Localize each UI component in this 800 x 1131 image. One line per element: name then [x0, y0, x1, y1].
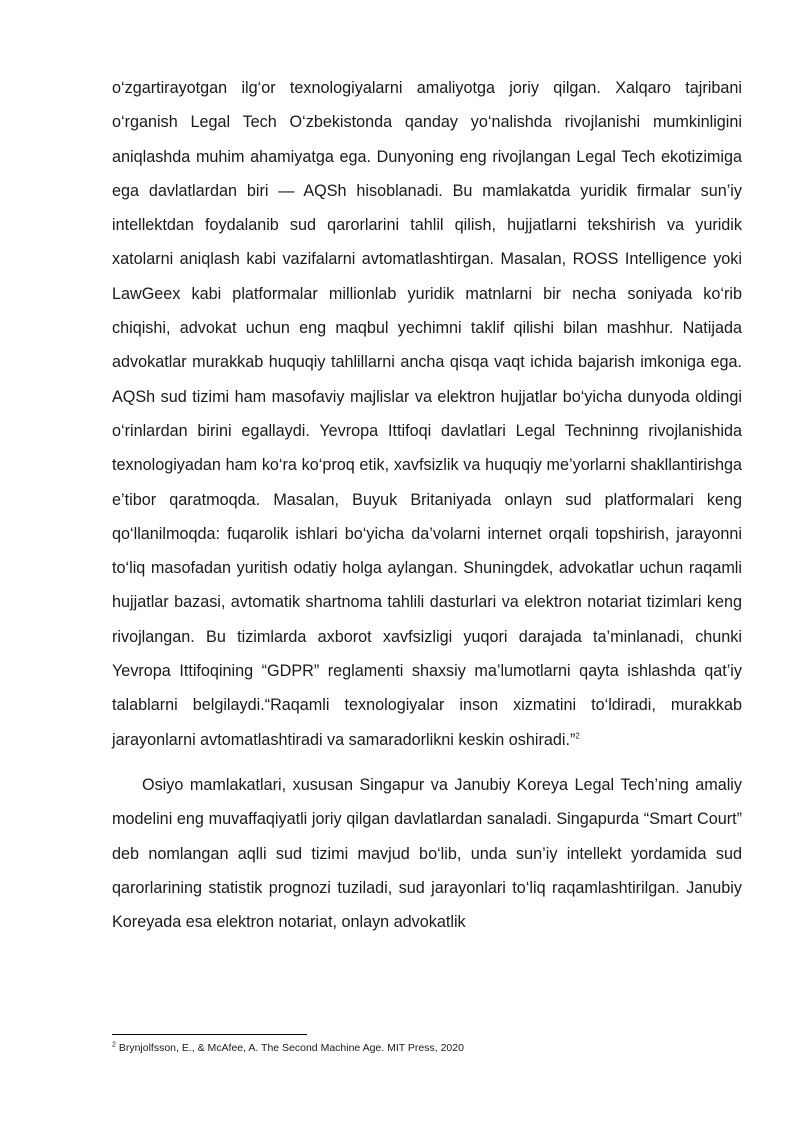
footnote-reference[interactable]: 2 [575, 731, 580, 741]
footnote [112, 1041, 742, 1055]
footnote-number: 2 [112, 1041, 116, 1049]
paragraph [112, 71, 742, 757]
paragraph-text: o‘zgartirayotgan ilg‘or texnologiyalarni amaliyotga joriy qilgan. Xalqaro tajribani o‘rganish Legal Tech O‘zbekistonda qanday yo‘nalishda rivojlanishi mumkinligini aniqlashda muhim ahamiyatga ega. Dunyoning eng rivojlangan Legal Tech ekotizimiga ega davlatlardan biri — AQSh hisoblanadi. Bu mamlakatda yuridik firmalar sun’iy intellektdan foydalanib sud qarorlarini tahlil qilish, hujjatlarni tekshirish va yuridik xatolarni aniqlash kabi vazifalarni avtomatlashtirgan. Masalan, ROSS Intelligence yoki LawGeex kabi platformalar millionlab yuridik matnlarni bir necha soniyada ko‘rib chiqishi, advokat uchun eng maqbul yechimni taklif qilishi bilan mashhur. Natijada advokatlar murakkab huquqiy tahlillarni ancha qisqa vaqt ichida bajarish imkoniga ega. AQSh sud tizimi ham masofaviy majlislar va elektron hujjatlar bo‘yicha dunyoda oldingi o‘rinlardan birini egallaydi. Yevropa Ittifoqi davlatlari Legal Techninng rivojlanishida texnologiyadan ham ko‘ra ko‘proq etik, xavfsizlik va huquqiy me’yorlarni shakllantirishga e’tibor qaratmoqda. Masalan, Buyuk Britaniyada onlayn sud platformalari keng qo‘llanilmoqda: fuqarolik ishlari bo‘yicha da’volarni internet orqali topshirish, jarayonni to‘liq masofadan yuritish odatiy holga aylangan. Shuningdek, advokatlar uchun raqamli hujjatlar bazasi, avtomatik shartnoma tahlili dasturlari va elektron notariat tizimlari keng rivojlangan. Bu tizimlarda axborot xavfsizligi yuqori darajada ta’minlanadi, chunki Yevropa Ittifoqining “GDPR” reglamenti shaxsiy ma’lumotlarni qayta ishlashda qat’iy talablarni belgilaydi.“Raqamli texnologiyalar inson xizmatini to‘ldiradi, murakkab jarayonlarni avtomatlashtiradi va samaradorlikni keskin oshiradi.” [112, 79, 742, 749]
footnote-separator [112, 1034, 307, 1035]
paragraph [112, 768, 742, 939]
document-body [112, 71, 742, 939]
paragraph-text: Osiyo mamlakatlari, xususan Singapur va Janubiy Koreya Legal Tech’ning amaliy modelini eng muvaffaqiyatli joriy qilgan davlatlardan sanaladi. Singapurda “Smart Court” deb nomlangan aqlli sud tizimi mavjud bo‘lib, unda sun’iy intellekt yordamida sud qarorlarining statistik prognozi tuziladi, sud jarayonlari to‘liq raqamlashtirilgan. Janubiy Koreyada esa elektron notariat, onlayn advokatlik [112, 775, 742, 932]
footnote-text: Brynjolfsson, E., & McAfee, A. The Second Machine Age. MIT Press, 2020 [118, 1042, 464, 1054]
